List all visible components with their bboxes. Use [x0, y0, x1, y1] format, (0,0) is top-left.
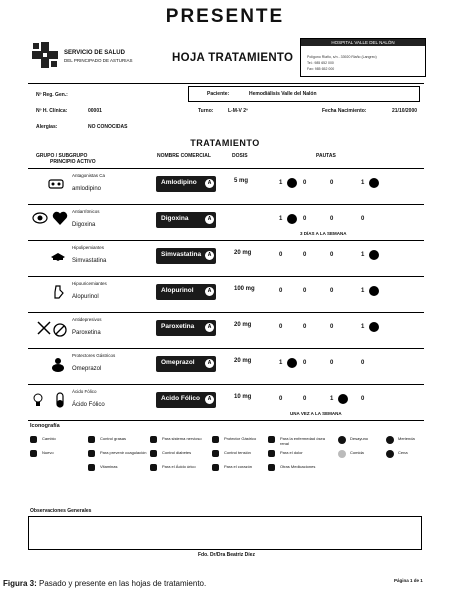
clinical-history-label: Nº H. Clínica:: [36, 108, 68, 114]
schedule-value: 0: [303, 288, 307, 294]
schedule-value: 0: [279, 252, 283, 258]
row-dose: 5 mg: [234, 178, 249, 184]
shift-value: L-M-V 2º: [228, 108, 248, 114]
row-group: Antidepresivos: [72, 317, 102, 322]
legend-label: Otras Medicaciones: [280, 464, 316, 469]
drug-pill-button[interactable]: [156, 392, 216, 408]
page-number: Página 1 de 1: [394, 578, 423, 583]
legend-label: Merienda: [398, 436, 415, 441]
schedule-value: 1: [361, 252, 365, 258]
schedule-value: 0: [303, 252, 307, 258]
drug-name: Acido Fólico: [161, 395, 200, 402]
patient-box: [188, 86, 420, 102]
schedule-value: 1: [279, 216, 283, 222]
schedule-value: 0: [279, 396, 283, 402]
row-note: UNA VEZ A LA SEMANA: [290, 411, 342, 416]
fat-control-icon: [88, 436, 95, 443]
row-group: Antagonistas Ca: [72, 173, 106, 178]
row-dose: 10 mg: [234, 394, 252, 400]
row-group: Ácido Fólico: [72, 389, 97, 394]
drug-mark-icon: A: [205, 287, 214, 296]
row-divider: [28, 384, 424, 385]
drug-pill-button[interactable]: [156, 284, 216, 300]
hospital-phone: Tel.: 985 652 000: [307, 61, 334, 65]
new-icon: [30, 450, 37, 457]
row-group: Protectores Gástricos: [72, 353, 116, 358]
row-active-ingredient: Paroxetina: [72, 330, 101, 336]
row-active-ingredient: Alopurinol: [72, 294, 99, 300]
dose-time-dot: [369, 178, 379, 188]
legend-label: Nuevo: [42, 450, 54, 455]
breakfast-icon: [338, 436, 346, 444]
row-active-ingredient: amlodipino: [72, 186, 102, 192]
row-group: Hipouricemiantes: [72, 281, 107, 286]
drug-mark-icon: A: [205, 215, 214, 224]
reg-label: Nº Reg. Gen.:: [36, 92, 68, 98]
blood-pressure-icon: [212, 450, 219, 457]
dose-time-dot: [369, 286, 379, 296]
row-dose: 20 mg: [234, 250, 252, 256]
legend-label: Control grasas: [100, 436, 127, 441]
legend-label: Protector Gástrico: [224, 436, 257, 441]
row-divider: [28, 204, 424, 205]
dinner-icon: [386, 450, 394, 458]
column-dose-header: DOSIS: [232, 153, 248, 159]
dose-time-dot: [338, 394, 348, 404]
drug-pill-button[interactable]: [156, 212, 216, 228]
drug-mark-icon: A: [205, 251, 214, 260]
row-active-ingredient: Omeprazol: [72, 366, 102, 372]
row-active-ingredient: Digoxina: [72, 222, 96, 228]
legend-label: Cambio: [42, 436, 56, 441]
dose-time-dot: [287, 358, 297, 368]
schedule-value: 0: [303, 324, 307, 330]
row-divider: [28, 348, 424, 349]
nervous-system-icon: [150, 436, 157, 443]
pain-icon: [268, 450, 275, 457]
capsule-icon: [52, 392, 68, 408]
allergies-label: Alergias:: [36, 124, 58, 130]
schedule-value: 0: [303, 396, 307, 402]
legend-label: Control tensión: [224, 450, 251, 455]
schedule-value: 0: [303, 180, 307, 186]
row-group: Hipolipemiantes: [72, 245, 105, 250]
observations-label: Observaciones Generales: [30, 508, 92, 514]
patient-label: Paciente:: [207, 91, 230, 97]
drug-pill-button[interactable]: [156, 356, 216, 372]
drug-name: Amlodipino: [161, 179, 197, 186]
sheet-title: HOJA TRATAMIENTO: [172, 52, 294, 64]
drug-mark-icon: A: [205, 359, 214, 368]
vitamins-icon: [88, 464, 95, 471]
caption-text: Pasado y presente en las hojas de tratamiento.: [36, 579, 207, 588]
schedule-value: 0: [361, 360, 365, 366]
drug-pill-button[interactable]: [156, 320, 216, 336]
drug-name: Paroxetina: [161, 323, 195, 330]
row-active-ingredient: Simvastatina: [72, 258, 107, 264]
schedule-value: 1: [279, 180, 283, 186]
schedule-value: 0: [330, 360, 334, 366]
birthdate-value: 21/10/2000: [392, 108, 418, 114]
gastric-protector-icon: [212, 436, 219, 443]
dose-time-dot: [369, 322, 379, 332]
legend-label: Control diabetes: [162, 450, 192, 455]
row-divider: [28, 240, 424, 241]
heart-icon: [212, 464, 219, 471]
tablet-icon: [52, 322, 68, 338]
heart-icon: [52, 210, 68, 226]
shift-label: Turno:: [198, 108, 214, 114]
row-divider: [28, 168, 424, 169]
figure-caption: [3, 579, 206, 588]
row-divider: [28, 420, 424, 421]
column-group-label: GRUPO / SUBGRUPO: [36, 153, 88, 159]
schedule-value: 0: [330, 288, 334, 294]
drug-name: Alopurinol: [161, 287, 194, 294]
health-service-region: DEL PRINCIPADO DE ASTURIAS: [64, 58, 133, 63]
health-service-logo-icon: [32, 42, 58, 68]
other-medication-icon: [268, 464, 275, 471]
legend-label: Desayuno: [350, 436, 369, 441]
change-icon: [30, 436, 37, 443]
hospital-box: [300, 38, 426, 77]
schedule-value: 0: [330, 252, 334, 258]
diabetes-icon: [150, 450, 157, 457]
schedule-value: 0: [361, 216, 365, 222]
schedule-value: 0: [361, 396, 365, 402]
row-divider: [28, 312, 424, 313]
header-divider: [28, 83, 424, 84]
row-divider: [28, 276, 424, 277]
change-eye-icon: [32, 210, 48, 226]
signature: Fdo. Dr/Dra Beatriz Díez: [198, 552, 255, 558]
legend-label: Para el dolor: [280, 450, 303, 455]
dose-time-dot: [369, 250, 379, 260]
column-group-header: [36, 153, 96, 165]
nervous-system-icon: [36, 320, 52, 336]
row-dose: 20 mg: [234, 322, 252, 328]
renal-bone-icon: [268, 436, 275, 443]
health-service-name: SERVICIO DE SALUD: [64, 50, 125, 56]
drug-mark-icon: A: [205, 179, 214, 188]
allergies-value: NO CONOCIDAS: [88, 124, 128, 130]
column-brand-header: NOMBRE COMERCIAL: [157, 153, 211, 159]
drug-pill-button[interactable]: [156, 248, 216, 264]
row-active-ingredient: Ácido Fólico: [72, 402, 105, 408]
drug-mark-icon: A: [205, 323, 214, 332]
birthdate-label: Fecha Nacimiento:: [322, 108, 367, 114]
row-group: Antiarrítmicos: [72, 209, 100, 214]
legend-label: Para la enfermedad ósea renal: [280, 436, 325, 446]
hospital-fax: Fax: 985 652 000: [307, 67, 335, 71]
dose-time-dot: [287, 214, 297, 224]
row-note: 3 DÍAS A LA SEMANA: [300, 231, 347, 236]
drug-name: Omeprazol: [161, 359, 195, 366]
gastric-protector-icon: [50, 356, 66, 372]
snack-icon: [386, 436, 394, 444]
schedule-value: 0: [330, 180, 334, 186]
schedule-value: 0: [330, 216, 334, 222]
schedule-value: 0: [279, 288, 283, 294]
drug-name: Digoxina: [161, 215, 189, 222]
legend-label: Cena: [398, 450, 408, 455]
legend-label: Para sistema nervioso: [162, 436, 202, 441]
caption-label: Figura 3:: [3, 579, 37, 588]
lightbulb-icon: [30, 392, 46, 408]
row-dose: 100 mg: [234, 286, 255, 292]
schedule-value: 1: [361, 180, 365, 186]
dose-time-dot: [287, 178, 297, 188]
drug-name: Simvastatina: [161, 251, 202, 258]
document-title: PRESENTE: [165, 6, 285, 27]
legend-label: Para el corazón: [224, 464, 253, 469]
drug-mark-icon: A: [205, 395, 214, 404]
lunch-icon: [338, 450, 346, 458]
iconography-title: Iconografía: [30, 423, 60, 429]
schedule-value: 1: [361, 288, 365, 294]
legend-label: Comida: [350, 450, 364, 455]
schedule-value: 0: [279, 324, 283, 330]
pill-blister-icon: [48, 176, 64, 192]
uric-acid-icon: [50, 284, 66, 300]
drug-pill-button[interactable]: [156, 176, 216, 192]
hospital-address: Polígono Riaño, s/n - 33920 Riaño (Langreo): [307, 55, 377, 59]
column-active-label: PRINCIPIO ACTIVO: [50, 159, 96, 165]
patient-value: Hemodiálisis Valle del Nalón: [249, 91, 317, 97]
legend-label: Vitaminas: [100, 464, 118, 469]
row-dose: 20 mg: [234, 358, 252, 364]
schedule-value: 1: [279, 360, 283, 366]
clinical-history-value: 00001: [88, 108, 102, 114]
uric-acid-icon: [150, 464, 157, 471]
legend-label: Para el Ácido úrico: [162, 464, 196, 469]
schedule-value: 0: [303, 216, 307, 222]
schedule-value: 0: [330, 324, 334, 330]
anticoagulant-icon: [88, 450, 95, 457]
schedule-value: 1: [361, 324, 365, 330]
fat-control-icon: [50, 248, 66, 264]
column-schedule-header: PAUTAS: [316, 153, 336, 159]
observations-box[interactable]: [28, 516, 422, 550]
schedule-value: 0: [303, 360, 307, 366]
treatment-section-title: TRATAMIENTO: [190, 138, 260, 148]
hospital-name: HOSPITAL VALLE DEL NALÓN: [301, 39, 425, 46]
schedule-value: 1: [330, 396, 334, 402]
legend-label: Para prevenir coagulación: [100, 450, 147, 455]
